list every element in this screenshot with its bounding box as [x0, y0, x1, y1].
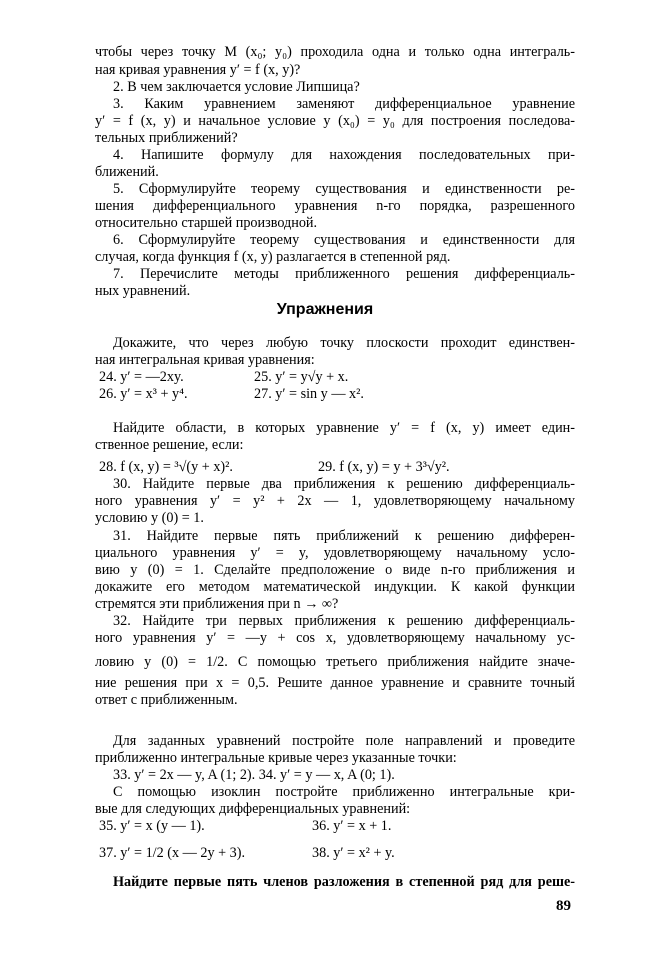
intro-line: С помощью изоклин постройте приближенно интегральные кри- — [113, 784, 575, 800]
exercise-26: 26. y′ = x³ + y⁴. — [99, 386, 188, 402]
exercise-24: 24. y′ = —2xy. — [99, 369, 184, 385]
question-line: y′ = f (x, y) и начальное условие y (x₀) = y₀ для построения последова- — [95, 113, 575, 129]
exercise-32-line: ответ с приближенным. — [95, 692, 238, 708]
question-7: 7. Перечислите методы приближенного решения дифференциаль- — [113, 266, 575, 282]
exercise-31: 31. Найдите первые пять приближений к решению дифферен- — [113, 528, 575, 544]
page-number: 89 — [556, 898, 571, 914]
question-line: относительно старшей производной. — [95, 215, 318, 231]
exercise-35: 35. y′ = x (y — 1). — [99, 818, 205, 834]
exercise-36: 36. y′ = x + 1. — [312, 818, 392, 834]
exercise-31-line: вию y (0) = 1. Сделайте предположение о виде n-го приближения и — [95, 562, 575, 578]
intro-line: Докажите, что через любую точку плоскости проходит единствен- — [113, 335, 575, 351]
question-line: ная кривая уравнения y′ = f (x, y)? — [95, 62, 301, 78]
section-heading: Упражнения — [276, 301, 374, 318]
exercise-37: 37. y′ = 1/2 (x — 2y + 3). — [99, 845, 245, 861]
question-line: ближений. — [95, 164, 159, 180]
exercise-25: 25. y′ = y√y + x. — [254, 369, 349, 385]
intro-line: ственное решение, если: — [95, 437, 244, 453]
question-4: 4. Напишите формулу для нахождения последовательных при- — [113, 147, 575, 163]
question-6: 6. Сформулируйте теорему существования и единственности для — [113, 232, 575, 248]
exercises-33-34: 33. y′ = 2x — y, A (1; 2). 34. y′ = y — x, A (0; 1). — [113, 767, 395, 783]
exercise-32: 32. Найдите три первых приближения к решению дифференциаль- — [113, 613, 575, 629]
exercise-32-line: ного уравнения y′ = —y + cos x, удовлетворяющему начальному ус- — [95, 630, 575, 646]
exercise-31-line: циального уравнения y′ = y, удовлетворяющему начальному усло- — [95, 545, 575, 561]
exercise-38: 38. y′ = x² + y. — [312, 845, 395, 861]
question-line: случая, когда функция f (x, y) разлагается в степенной ряд. — [95, 249, 451, 265]
intro-line: Для заданных уравнений постройте поле направлений и проведите — [113, 733, 575, 749]
exercise-29: 29. f (x, y) = y + 3³√y². — [318, 459, 450, 475]
exercise-31-line: докажите его методом математической индукции. К какой функции — [95, 579, 575, 595]
continuation-line: Найдите первые пять членов разложения в степенной ряд для реше- — [113, 874, 575, 890]
exercise-27: 27. y′ = sin y — x². — [254, 386, 364, 402]
intro-line: вые для следующих дифференциальных уравнений: — [95, 801, 411, 817]
exercise-30: 30. Найдите первые два приближения к решению дифференциаль- — [113, 476, 575, 492]
question-line: ных уравнений. — [95, 283, 191, 299]
exercise-30-line: ного уравнения y′ = y² + 2x — 1, удовлетворяющему начальному — [95, 493, 575, 509]
exercise-32-line: ловию y (0) = 1/2. С помощью третьего приближения найдите значе- — [95, 654, 575, 670]
question-3: 3. Каким уравнением заменяют дифференциальное уравнение — [113, 96, 575, 112]
question-2: 2. В чем заключается условие Липшица? — [113, 79, 360, 95]
intro-line: Найдите области, в которых уравнение y′ = f (x, y) имеет един- — [113, 420, 575, 436]
exercise-31-line: стремятся эти приближения при n → ∞? — [95, 596, 339, 612]
question-line: шения дифференциального уравнения n-го порядка, разрешенного — [95, 198, 575, 214]
question-line: чтобы через точку M (x₀; y₀) проходила одна и только одна интеграль- — [95, 44, 575, 60]
exercise-28: 28. f (x, y) = ³√(y + x)². — [99, 459, 233, 475]
exercise-30-line: условию y (0) = 1. — [95, 510, 204, 526]
intro-line: ная интегральная кривая уравнения: — [95, 352, 315, 368]
exercise-32-line: ние решения при x = 0,5. Решите данное уравнение и сравните точный — [95, 675, 575, 691]
question-line: тельных приближений? — [95, 130, 238, 146]
question-5: 5. Сформулируйте теорему существования и единственности ре- — [113, 181, 575, 197]
intro-line: приближенно интегральные кривые через указанные точки: — [95, 750, 457, 766]
